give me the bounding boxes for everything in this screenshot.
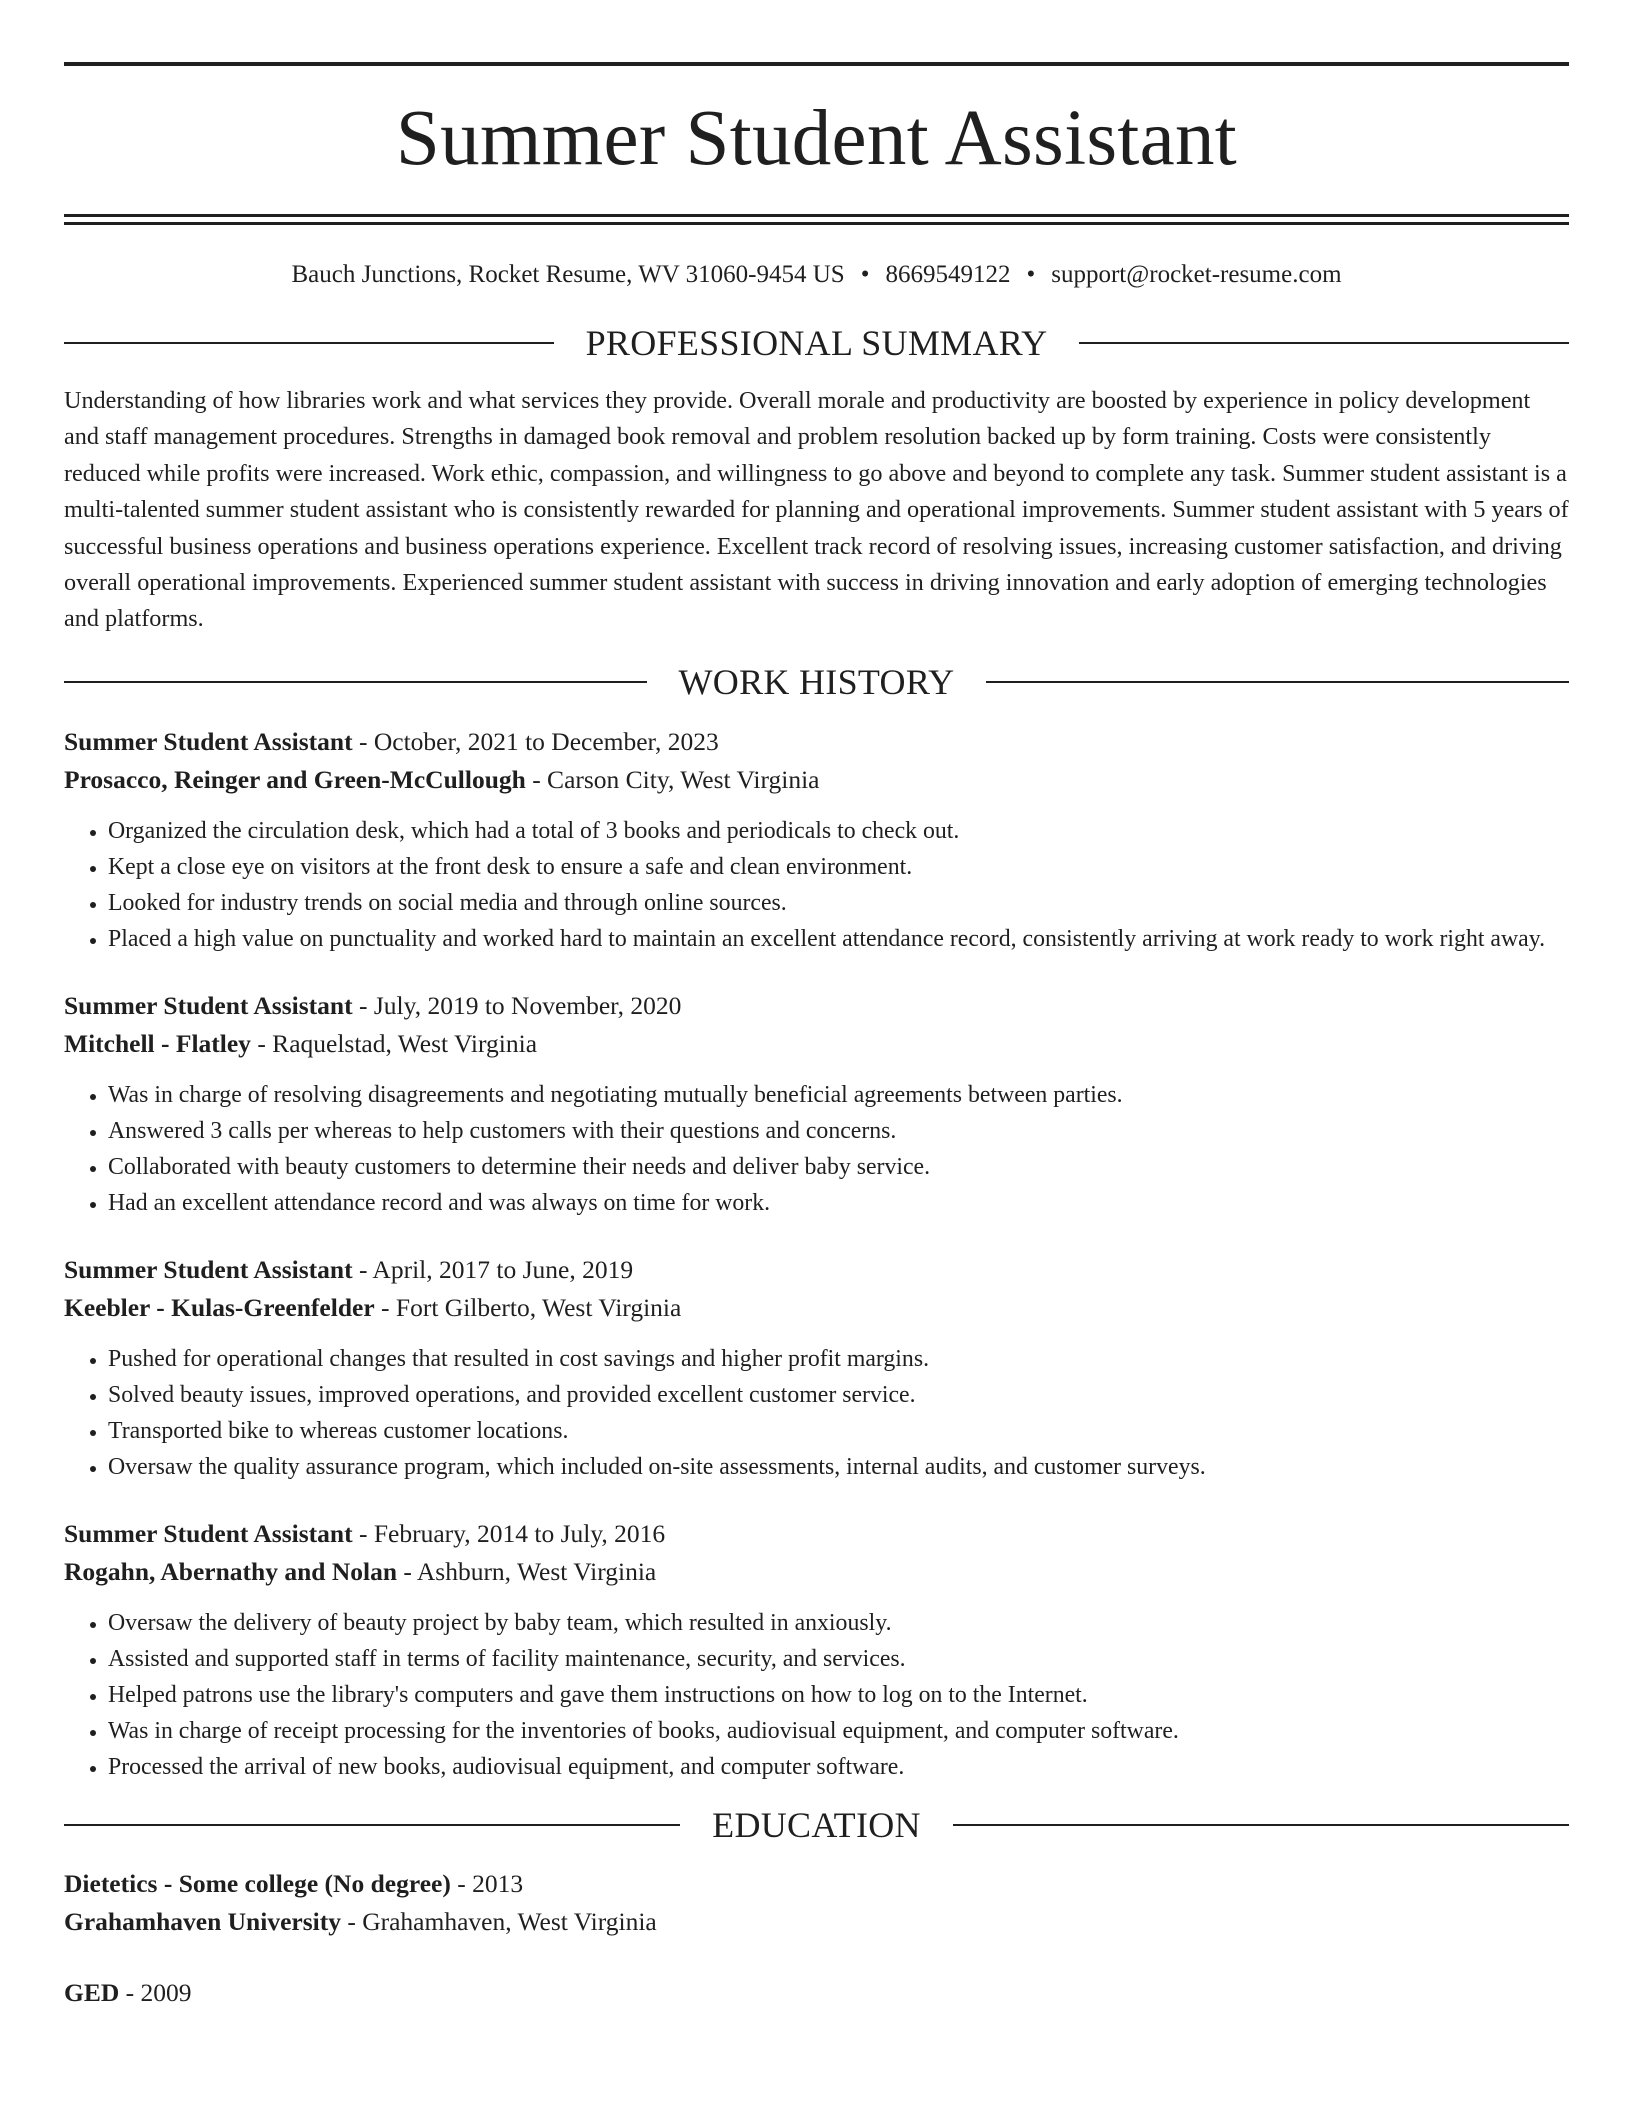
job-company: Rogahn, Abernathy and Nolan bbox=[64, 1556, 398, 1586]
contact-line bbox=[64, 259, 1569, 291]
heading-rule-left bbox=[64, 1824, 680, 1826]
job-bullet: • Organized the circulation desk, which had a total of 3 books and periodicals to check out. bbox=[108, 813, 1569, 849]
heading-rule-right bbox=[1079, 342, 1569, 344]
double-rule bbox=[64, 214, 1569, 225]
job-bullet: • Helped patrons use the library's computers and gave them instructions on how to log on to the Internet. bbox=[108, 1677, 1569, 1713]
job-bullet: • Solved beauty issues, improved operations, and provided excellent customer service. bbox=[108, 1377, 1569, 1413]
job-title: Summer Student Assistant bbox=[64, 1254, 353, 1284]
summary-heading-label: PROFESSIONAL SUMMARY bbox=[585, 323, 1048, 363]
heading-rule-left bbox=[64, 342, 554, 344]
job-bullet: • Oversaw the delivery of beauty project by baby team, which resulted in anxiously. bbox=[108, 1605, 1569, 1641]
job-company-line bbox=[64, 761, 1569, 799]
job-company: Keebler - Kulas-Greenfelder bbox=[64, 1292, 375, 1322]
job-bullet: • Transported bike to whereas customer locations. bbox=[108, 1413, 1569, 1449]
job-bullet: • Looked for industry trends on social media and through online sources. bbox=[108, 885, 1569, 921]
job-title-line bbox=[64, 1251, 1569, 1289]
education-list bbox=[64, 1865, 1569, 2012]
education-degree: GED bbox=[64, 1977, 120, 2007]
education-location: - Grahamhaven, West Virginia bbox=[340, 1906, 657, 1936]
contact-separator: • bbox=[860, 261, 870, 288]
heading-rule-right bbox=[953, 1824, 1569, 1826]
education-year: - 2009 bbox=[119, 1977, 192, 2007]
contact-phone: 8669549122 bbox=[885, 261, 1011, 288]
contact-email[interactable]: support@rocket-resume.com bbox=[1051, 261, 1342, 288]
education-school: Grahamhaven University bbox=[64, 1906, 341, 1936]
job-company-line bbox=[64, 1025, 1569, 1063]
job-entry bbox=[64, 987, 1569, 1221]
job-location: - Raquelstad, West Virginia bbox=[250, 1028, 538, 1058]
education-degree-line bbox=[64, 1865, 1569, 1903]
job-dates: - February, 2014 to July, 2016 bbox=[352, 1518, 666, 1548]
education-heading-label: EDUCATION bbox=[712, 1804, 921, 1845]
job-dates: - April, 2017 to June, 2019 bbox=[352, 1254, 634, 1284]
job-title: Summer Student Assistant bbox=[64, 990, 353, 1020]
heading-rule-right bbox=[986, 681, 1569, 683]
job-bullet: • Oversaw the quality assurance program, which included on-site assessments, internal audits, and customer surveys. bbox=[108, 1449, 1569, 1485]
job-title-line bbox=[64, 1515, 1569, 1553]
job-bullet: • Collaborated with beauty customers to determine their needs and deliver baby service. bbox=[108, 1149, 1569, 1185]
job-entry bbox=[64, 1251, 1569, 1485]
job-title: Summer Student Assistant bbox=[64, 726, 353, 756]
education-entry bbox=[64, 1865, 1569, 1941]
summary-text: Understanding of how libraries work and what services they provide. Overall morale and productivity are boosted by experience in policy development and staff management procedures. Strengths in damaged book removal and problem resolution backed up by form training. Costs were consistently reduced while profits were increased. Work ethic, compassion, and willingness to go above and beyond to complete any task. Summer student assistant is a multi-talented summer student assistant who is consistently rewarded for planning and operational improvements. Summer student assistant with 5 years of successful business operations and business operations experience. Excellent track record of resolving issues, increasing customer satisfaction, and driving overall operational improvements. Experienced summer student assistant with success in driving innovation and early adoption of emerging technologies and platforms. bbox=[64, 387, 1569, 633]
job-location: - Ashburn, West Virginia bbox=[397, 1556, 657, 1586]
contact-address: Bauch Junctions, Rocket Resume, WV 31060-9454 US bbox=[291, 261, 845, 288]
resume-page bbox=[64, 62, 1569, 2012]
job-bullet: • Processed the arrival of new books, audiovisual equipment, and computer software. bbox=[108, 1749, 1569, 1785]
education-degree-line bbox=[64, 1974, 1569, 2012]
job-bullets bbox=[64, 1341, 1569, 1485]
job-company: Prosacco, Reinger and Green-McCullough bbox=[64, 764, 526, 794]
job-bullets bbox=[64, 1605, 1569, 1785]
education-year: - 2013 bbox=[450, 1868, 524, 1898]
job-bullet: • Assisted and supported staff in terms of facility maintenance, security, and services. bbox=[108, 1641, 1569, 1677]
top-rule bbox=[64, 62, 1569, 66]
job-title-line bbox=[64, 723, 1569, 761]
job-company: Mitchell - Flatley bbox=[64, 1028, 251, 1058]
education-school-line bbox=[64, 1903, 1569, 1941]
job-title-line bbox=[64, 987, 1569, 1025]
education-entry bbox=[64, 1974, 1569, 2012]
job-bullets bbox=[64, 813, 1569, 957]
education-degree: Dietetics - Some college (No degree) bbox=[64, 1868, 451, 1898]
job-location: - Fort Gilberto, West Virginia bbox=[374, 1292, 682, 1322]
job-location: - Carson City, West Virginia bbox=[525, 764, 820, 794]
job-bullet: • Placed a high value on punctuality and worked hard to maintain an excellent attendance record, consistently arriving at work ready to work right away. bbox=[108, 921, 1569, 957]
job-bullet: • Was in charge of resolving disagreements and negotiating mutually beneficial agreements between parties. bbox=[108, 1077, 1569, 1113]
job-company-line bbox=[64, 1553, 1569, 1591]
contact-separator: • bbox=[1026, 261, 1036, 288]
job-entry bbox=[64, 1515, 1569, 1785]
work-section-heading bbox=[64, 662, 1569, 702]
job-entry bbox=[64, 723, 1569, 957]
job-bullets bbox=[64, 1077, 1569, 1221]
job-bullet: • Was in charge of receipt processing for the inventories of books, audiovisual equipment, and computer software. bbox=[108, 1713, 1569, 1749]
job-dates: - October, 2021 to December, 2023 bbox=[352, 726, 719, 756]
work-history-list bbox=[64, 723, 1569, 1785]
job-bullet: • Kept a close eye on visitors at the front desk to ensure a safe and clean environment. bbox=[108, 849, 1569, 885]
job-bullet: • Had an excellent attendance record and was always on time for work. bbox=[108, 1185, 1569, 1221]
work-heading-label: WORK HISTORY bbox=[678, 661, 955, 702]
job-bullet: • Answered 3 calls per whereas to help customers with their questions and concerns. bbox=[108, 1113, 1569, 1149]
job-title: Summer Student Assistant bbox=[64, 1518, 353, 1548]
heading-rule-left bbox=[64, 681, 647, 683]
summary-section-heading bbox=[64, 323, 1569, 363]
job-dates: - July, 2019 to November, 2020 bbox=[352, 990, 682, 1020]
resume-name: Summer Student Assistant bbox=[395, 95, 1238, 182]
education-section-heading bbox=[64, 1805, 1569, 1845]
job-company-line bbox=[64, 1289, 1569, 1327]
job-bullet: • Pushed for operational changes that resulted in cost savings and higher profit margins. bbox=[108, 1341, 1569, 1377]
